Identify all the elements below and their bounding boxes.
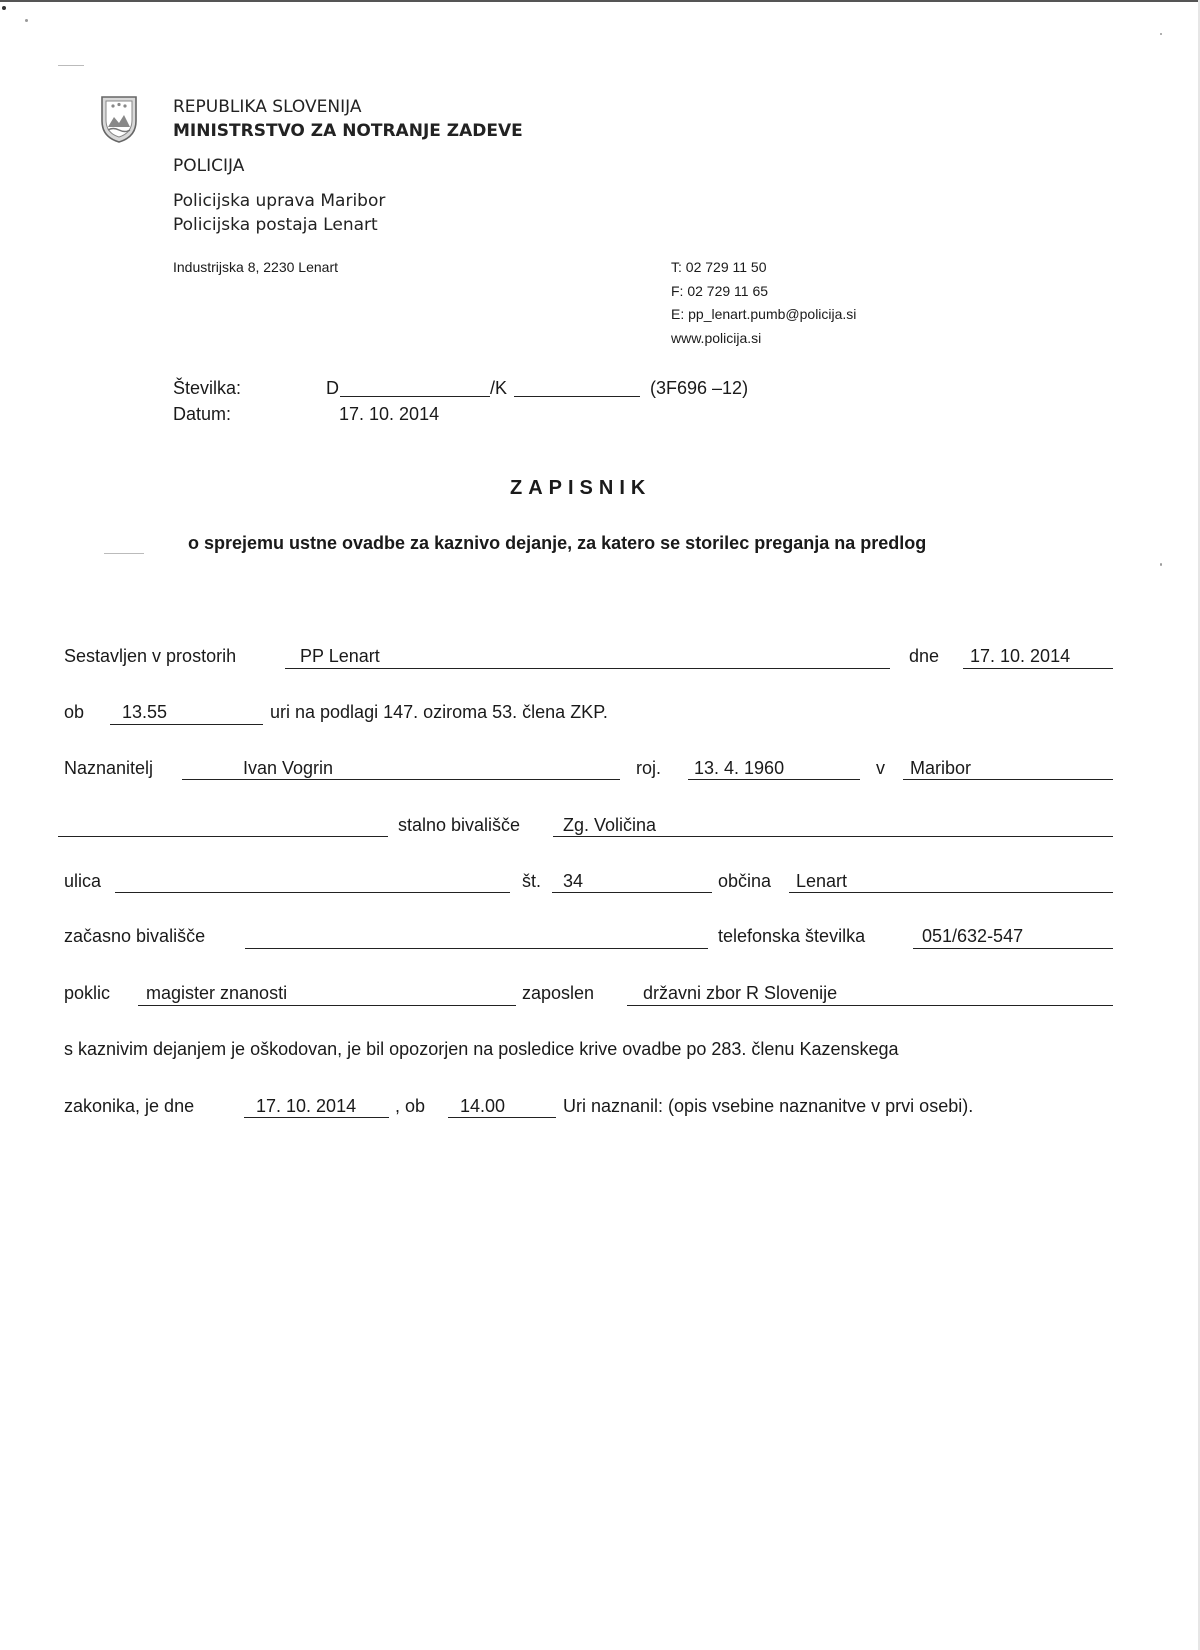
report-time-line (448, 1117, 556, 1118)
number-line-1 (340, 396, 490, 397)
phone-label: telefonska številka (718, 926, 866, 946)
place-line (285, 668, 890, 669)
informant-line (182, 779, 620, 780)
header-fax: F: 02 729 11 65 (671, 283, 769, 299)
header-country: REPUBLIKA SLOVENIJA (173, 97, 362, 117)
time-label: ob (64, 702, 85, 722)
temp-residence-line (245, 948, 708, 949)
occupation-value: magister znanosti (146, 983, 288, 1003)
informant-label: Naznanitelj (64, 758, 154, 778)
header-directorate: Policijska uprava Maribor (173, 191, 386, 211)
street-label: ulica (64, 871, 102, 891)
residence-label: stalno bivališče (398, 815, 521, 835)
document-title: ZAPISNIK (510, 477, 652, 499)
number-mid: /K (490, 378, 508, 398)
row4-blank-line (58, 836, 388, 837)
header-address: Industrijska 8, 2230 Lenart (173, 259, 338, 275)
birthplace-label: v (876, 758, 885, 778)
phone-line (913, 948, 1113, 949)
house-number-line (552, 892, 712, 893)
birthplace-line (903, 779, 1113, 780)
number-label: Številka: (173, 378, 242, 398)
time-value: 13.55 (122, 702, 168, 722)
header-police: POLICIJA (173, 156, 245, 176)
street-line (115, 892, 510, 893)
header-ministry: MINISTRSTVO ZA NOTRANJE ZADEVE (173, 121, 523, 141)
report-time-label: , ob (395, 1096, 426, 1116)
born-date: 13. 4. 1960 (694, 758, 785, 778)
scan-speck (104, 553, 144, 554)
house-number-label: št. (522, 871, 542, 891)
scan-top-edge (0, 0, 1200, 2)
scan-speck (1160, 563, 1162, 566)
born-date-line (688, 779, 860, 780)
municipality-line (789, 892, 1113, 893)
employer-value: državni zbor R Slovenije (643, 983, 838, 1003)
number-code: (3F696 –12) (650, 378, 749, 398)
birthplace-value: Maribor (910, 758, 972, 778)
row1-date-value: 17. 10. 2014 (970, 646, 1071, 666)
born-label: roj. (636, 758, 662, 778)
residence-line (553, 836, 1113, 837)
municipality-label: občina (718, 871, 772, 891)
phone-value: 051/632-547 (922, 926, 1024, 946)
report-date-value: 17. 10. 2014 (256, 1096, 357, 1116)
scan-speck (1160, 33, 1162, 35)
time-line (110, 724, 263, 725)
header-station: Policijska postaja Lenart (173, 215, 378, 235)
number-line-2 (514, 396, 640, 397)
occupation-label: poklic (64, 983, 111, 1003)
header-web: www.policija.si (671, 330, 762, 346)
house-number-value: 34 (563, 871, 584, 891)
place-value: PP Lenart (300, 646, 380, 666)
warning-text: s kaznivim dejanjem je oškodovan, je bil opozorjen na posledice krive ovadbe po 283. členu Kazenskega (64, 1039, 899, 1059)
row1-date-line (963, 668, 1113, 669)
occupation-line (138, 1005, 516, 1006)
number-prefix: D (326, 378, 339, 398)
scan-speck (2, 6, 6, 10)
document-subtitle: o sprejemu ustne ovadbe za kaznivo dejanje, za katero se storilec preganja na predlog (188, 533, 927, 553)
scan-speck (25, 19, 28, 22)
date-label: Datum: (173, 404, 232, 424)
employed-label: zaposlen (522, 983, 595, 1003)
residence-value: Zg. Voličina (563, 815, 657, 835)
scan-speck (58, 65, 84, 66)
header-email: E: pp_lenart.pumb@policija.si (671, 306, 857, 322)
header-phone: T: 02 729 11 50 (671, 259, 767, 275)
employer-line (627, 1005, 1113, 1006)
informant-name: Ivan Vogrin (243, 758, 334, 778)
row1-date-label: dne (909, 646, 940, 666)
report-description-text: Uri naznanil: (opis vsebine naznanitve v prvi osebi). (563, 1096, 974, 1116)
place-label: Sestavljen v prostorih (64, 646, 237, 666)
date-value: 17. 10. 2014 (339, 404, 440, 424)
temp-residence-label: začasno bivališče (64, 926, 206, 946)
coat-of-arms-icon (100, 95, 138, 143)
report-date-line (244, 1117, 389, 1118)
legal-basis-text: uri na podlagi 147. oziroma 53. člena ZKP. (270, 702, 608, 722)
report-time-value: 14.00 (460, 1096, 506, 1116)
municipality-value: Lenart (796, 871, 848, 891)
report-date-label: zakonika, je dne (64, 1096, 195, 1116)
